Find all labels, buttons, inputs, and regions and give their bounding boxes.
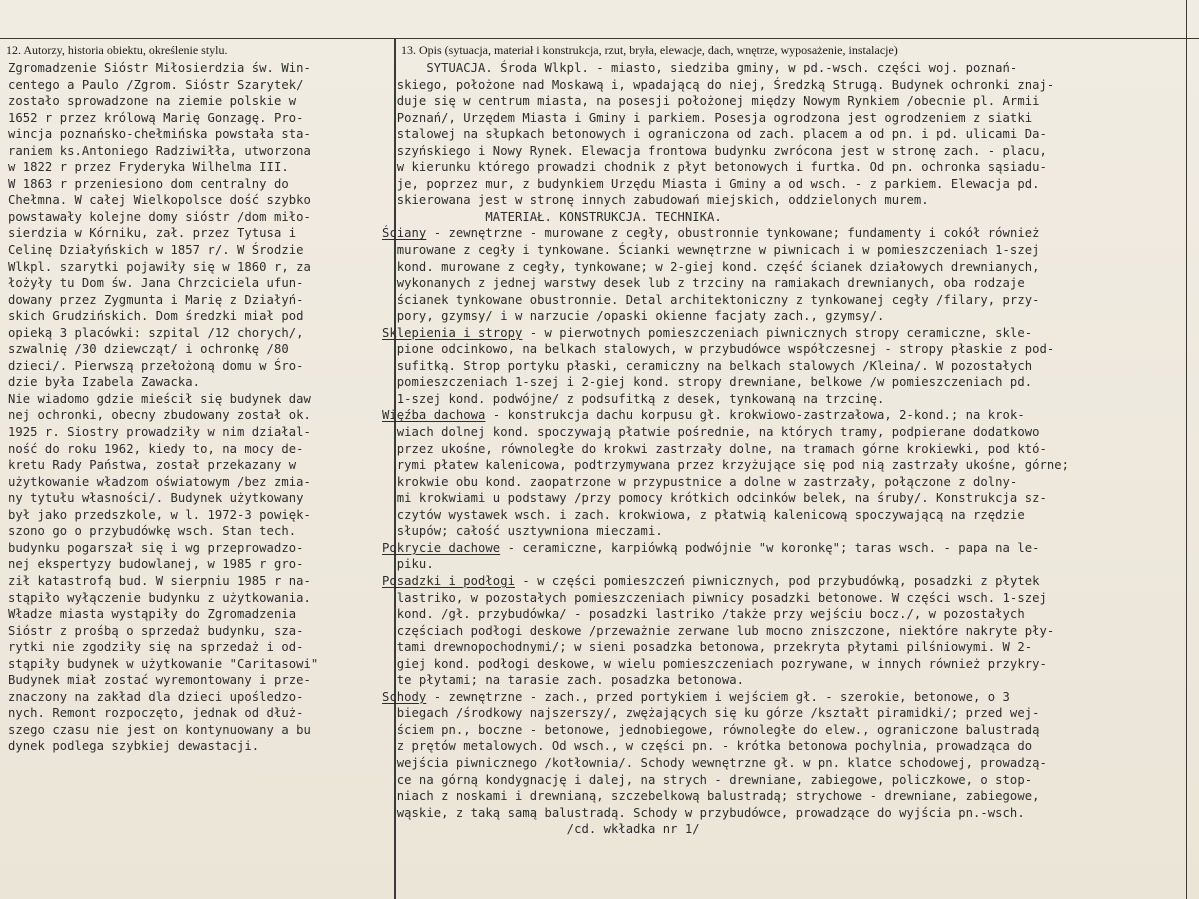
history-line: ził katastrofą bud. W sierpniu 1985 r na- [8, 573, 311, 588]
description-line [382, 623, 1069, 640]
section-heading: Ściany [382, 226, 427, 241]
description-line-text: krokwie obu kond. zaopatrzone w przypustnice a dolne w zastrzały, połączone z dolny- [382, 474, 1018, 489]
history-line: 1652 r przez królową Marię Gonzagę. Pro- [8, 110, 304, 125]
description-line [382, 507, 1069, 524]
description-line [382, 689, 1069, 706]
history-line: był jako przedszkole, w l. 1972-3 powięk- [8, 507, 311, 522]
right-margin-rule [1186, 0, 1188, 899]
description-line [382, 441, 1069, 458]
history-line: opieką 3 placówki: szpital /12 chorych/, [8, 325, 304, 340]
description-line [382, 821, 1069, 838]
description-line [382, 374, 1069, 391]
description-line-text: szyńskiego i Nowy Rynek. Elewacja frontowa budynku zwrócona jest w stronę zach. - placu, [382, 143, 1047, 158]
history-line: budynku pogarszał się i wg przeprowadzo- [8, 540, 304, 555]
description-line [382, 540, 1069, 557]
description-line [382, 573, 1069, 590]
description-line-text: - zewnętrzne - murowane z cegły, obustronnie tynkowane; fundamenty i cokół również [426, 226, 1040, 241]
history-line: Zgromadzenie Sióstr Miłosierdzia św. Win- [8, 61, 311, 75]
description-line-text: MATERIAŁ. KONSTRUKCJA. TECHNIKA. [382, 209, 722, 224]
description-line-text: - zewnętrzne - zach., przed portykiem i wejściem gł. - szerokie, betonowe, o 3 [426, 689, 1010, 704]
description-line-text: - w pierwotnych pomieszczeniach piwnicznych stropy ceramiczne, skle- [522, 325, 1033, 340]
description-line-text: wiach dolnej kond. spoczywają płatwie pośrednie, na których tramy, podpierane dodatkowo [382, 425, 1040, 440]
history-line: dzieci/. Pierwszą przełożoną domu w Śro- [8, 358, 304, 373]
section-heading: Schody [382, 689, 427, 704]
description-line [382, 606, 1069, 623]
description-line-text: niach z noskami i drewnianą, szczebelkową balustradą; strychowe - drewniane, zabiegowe, [382, 789, 1040, 804]
description-line-text: ściem pn., boczne - betonowe, jednobiegowe, równoległe do elew., ograniczone balustradą [382, 722, 1040, 737]
description-line-text: te płytami; na tarasie zach. posadzka betonowa. [382, 673, 744, 688]
description-line [382, 325, 1069, 342]
history-line: nych. Remont rozpoczęto, jednak od dłuż- [8, 706, 304, 721]
history-line: łożyły tu Dom św. Jana Chrzciciela ufun- [8, 276, 304, 291]
description-line [382, 308, 1069, 325]
description-line-text: częściach podłogi deskowe /przeważnie zerwane lub mocno zniszczone, niektóre nakryte pły- [382, 623, 1055, 638]
description-line-text: tami drewnopochodnymi/; w sieni posadzka betonowa, przekryta płytami pilśniowymi. W 2- [382, 640, 1033, 655]
description-line [382, 391, 1069, 408]
description-line-text: przez ukośne, równoległe do krokwi zastrzały dolne, na tramach górne krokiewki, pod któ- [382, 441, 1047, 456]
history-line: dowany przez Zygmunta i Marię z Działyń- [8, 292, 304, 307]
description-line-text: stalowej na słupkach betonowych i ograniczona od zach. placem a od pn. i pd. ulicami Da- [382, 127, 1047, 142]
description-line [382, 192, 1069, 209]
description-line [382, 755, 1069, 772]
description-line-text: pory, gzymsy/ i w narzucie /opaski okienne facjaty zach., gzymsy/. [382, 309, 885, 324]
history-line: Sióstr z prośbą o sprzedaż budynku, sza- [8, 623, 304, 638]
description-line-text: /cd. wkładka nr 1/ [382, 822, 700, 837]
description-line [382, 176, 1069, 193]
description-line-text: lastriko, w pozostałych pomieszczeniach piwnicy posadzki betonowe. W części wsch. 1-szej [382, 590, 1047, 605]
history-line: szono go o przybudówkę wsch. Stan tech. [8, 524, 297, 539]
section-heading: Więźba dachowa [382, 408, 486, 423]
description-line [382, 705, 1069, 722]
history-line: nej ekspertyzy budowlanej, w 1985 r gro- [8, 557, 304, 572]
description-line [382, 805, 1069, 822]
description-line [382, 407, 1069, 424]
description-line [382, 77, 1069, 94]
history-line: kretu Rady Państwa, został przekazany w [8, 458, 297, 473]
history-line: użytkowanie władzom oświatowym /bez zmia- [8, 474, 311, 489]
history-line: powstawały kolejne domy sióstr /dom miło- [8, 209, 311, 224]
description-line [382, 159, 1069, 176]
description-line-text: skiego, położone nad Moskawą i, wpadającą do niej, Średzką Strugą. Budynek ochronki znaj- [382, 77, 1055, 92]
description-line-text: czytów wystawek wsch. i zach. krokwiowa, z płatwią kalenicową spoczywającą na rzędzie [382, 507, 1025, 522]
section-heading: Sklepienia i stropy [382, 325, 523, 340]
history-line: stąpiły budynek w użytkowanie "Caritasowi" [8, 656, 319, 671]
description-line [382, 259, 1069, 276]
history-line: szwalnię /30 dziewcząt/ i ochronkę /80 [8, 342, 289, 357]
description-line-text: wejścia piwnicznego /kotłownia/. Schody wewnętrzne gł. w pn. klatce schodowej, prowadzą- [382, 755, 1047, 770]
history-line: Chełmna. W całej Wielkopolsce dość szybko [8, 193, 311, 208]
history-line: dzie była Izabela Zawacka. [8, 375, 201, 390]
history-line: w 1822 r przez Fryderyka Wilhelma III. [8, 160, 289, 175]
description-line [382, 590, 1069, 607]
description-line-text: ce na górną kondygnację i dalej, na strych - drewniane, zabiegowe, policzkowe, o stop- [382, 772, 1033, 787]
header-rule [0, 38, 1199, 39]
section-12-header: 12. Autorzy, historia obiektu, określenie stylu. [6, 43, 228, 57]
description-line [382, 639, 1069, 656]
description-line-text: - ceramiczne, karpiówką podwójnie "w koronkę"; taras wsch. - papa na le- [500, 540, 1040, 555]
description-line [382, 93, 1069, 110]
history-line: nej ochronki, obecny zbudowany został ok. [8, 408, 311, 423]
history-line: Wlkpl. szarytki pojawiły się w 1860 r, za [8, 259, 311, 274]
description-line-text: pomieszczeniach 1-szej i 2-giej kond. stropy drewniane, belkowe /w pomieszczeniach pd. [382, 375, 1033, 390]
description-line-text: z prętów metalowych. Od wsch., w części pn. - krótka betonowa pochylnia, prowadząca do [382, 739, 1033, 754]
history-line: sierdzia w Kórniku, zał. przez Tytusa i [8, 226, 297, 241]
history-line: 1925 r. Siostry prowadziły w nim działal- [8, 425, 311, 440]
description-line-text: ścianek tynkowane obustronnie. Detal architektoniczny z tynkowanej cegły /filary, przy- [382, 292, 1040, 307]
section-heading: Pokrycie dachowe [382, 540, 501, 555]
description-line-text: murowane z cegły i tynkowane. Ścianki wewnętrzne w piwnicach i w pomieszczeniach 1-szej [382, 243, 1040, 258]
description-line [382, 275, 1069, 292]
history-line: ność do roku 1962, kiedy to, na mocy de- [8, 441, 304, 456]
description-line-text: Poznań/, Urzędem Miasta i Gminy i parkiem. Posesja ogrodzona jest ogrodzeniem z siatki [382, 110, 1033, 125]
history-line: skich Grudzińskich. Dom średzki miał pod [8, 309, 304, 324]
description-line-text: je, poprzez mur, z budynkiem Urzędu Miasta i Gminy a od wsch. - z parkiem. Elewacja pd. [382, 176, 1040, 191]
section-13-header: 13. Opis (sytuacja, materiał i konstrukcja, rzut, bryła, elewacje, dach, wnętrze, wyposażenie, instalacje) [401, 43, 898, 57]
history-line: zostało sprowadzone na ziemie polskie w [8, 94, 297, 109]
description-line-text: - w części pomieszczeń piwnicznych, pod przybudówką, posadzki z płytek [514, 573, 1040, 588]
description-line [382, 523, 1069, 540]
description-line [382, 225, 1069, 242]
history-line: znaczony na zakład dla dzieci upośledzo- [8, 689, 304, 704]
history-line: raniem ks.Antoniego Radziwiłła, utworzona [8, 143, 311, 158]
history-line: szego czasu nie jest on kontynuowany a bu [8, 722, 311, 737]
description-line [382, 457, 1069, 474]
description-line-text: mi krokwiami u podstawy /przy pomocy krótkich odcinków belek, na śruby/. Konstrukcja sz- [382, 491, 1047, 506]
description-line-text: duje się w centrum miasta, na posesji położonej między Nowym Rynkiem /obecnie pl. Armii [382, 94, 1040, 109]
description-line-text: giej kond. podłogi deskowe, w wielu pomieszczeniach pozrywane, w innych również przykry- [382, 656, 1047, 671]
history-line: Nie wiadomo gdzie mieścił się budynek daw [8, 391, 311, 406]
description-line [382, 126, 1069, 143]
description-line-text: biegach /środkowy najszerszy/, zwężających się ku górze /kształt piramidki/; przed wej- [382, 706, 1040, 721]
description-line-text: SYTUACJA. Środa Wlkpl. - miasto, siedziba gminy, w pd.-wsch. części woj. poznań- [382, 61, 1018, 75]
description-line [382, 60, 1069, 77]
history-line: Budynek miał zostać wyremontowany i prze- [8, 673, 311, 688]
description-line-text: - konstrukcja dachu korpusu gł. krokwiowo-zastrzałowa, 2-kond.; na krok- [485, 408, 1025, 423]
description-line [382, 490, 1069, 507]
description-line [382, 722, 1069, 739]
description-line [382, 772, 1069, 789]
description-line-text: pione odcinkowo, na belkach stalowych, w przybudówce współczesnej - stropy płaskie z pod- [382, 342, 1055, 357]
description-line [382, 110, 1069, 127]
description-line [382, 788, 1069, 805]
history-text [8, 60, 318, 755]
description-line-text: 1-szej kond. podwójne/ z podsufitką z desek, tynkowaną na trzcinę. [382, 391, 885, 406]
description-line [382, 738, 1069, 755]
description-line [382, 292, 1069, 309]
history-line: rytki nie zgodziły się na sprzedaż i od- [8, 640, 304, 655]
description-text [382, 60, 1069, 838]
description-line [382, 358, 1069, 375]
description-line [382, 556, 1069, 573]
description-line-text: słupów; całość usztywniona mieczami. [382, 524, 663, 539]
history-line: Władze miasta wystąpiły do Zgromadzenia [8, 607, 297, 622]
description-line-text: w kierunku którego prowadzi chodnik z płyt betonowych i furtka. Od pn. ochronka sąsiadu- [382, 160, 1047, 175]
history-line: stąpiło wyłączenie budynku z użytkowania. [8, 590, 311, 605]
description-line-text: kond. /gł. przybudówka/ - posadzki lastriko /także przy wejściu bocz./, w pozostałych [382, 607, 1025, 622]
section-heading: Posadzki i podłogi [382, 573, 515, 588]
description-line-text: rymi płatew kalenicowa, podtrzymywana przez krzyżujące się pod nią zastrzały ukośne, górne; [382, 458, 1070, 473]
description-line [382, 474, 1069, 491]
history-line: Celinę Działyńskich w 1857 r/. W Środzie [8, 243, 304, 258]
description-line [382, 242, 1069, 259]
description-line [382, 656, 1069, 673]
description-line-text: sufitką. Strop portyku płaski, ceramiczny na belkach stalowych /Kleina/. W pozostałych [382, 358, 1033, 373]
history-line: dynek podlega szybkiej dewastacji. [8, 739, 260, 754]
description-line-text: kond. murowane z cegły, tynkowane; w 2-giej kond. część ścianek działowych drewnianych, [382, 259, 1040, 274]
description-line [382, 424, 1069, 441]
description-line [382, 209, 1069, 226]
history-line: ny tytułu własności/. Budynek użytkowany [8, 491, 304, 506]
history-line: wincja poznańsko-chełmińska powstała sta- [8, 127, 311, 142]
description-line-text: wykonanych z jednej warstwy desek lub z trzciny na ramiakach drewnianych, oba rodzaje [382, 276, 1025, 291]
description-line-text: skierowana jest w stronę innych zabudowań miejskich, oddzielonych murem. [382, 193, 929, 208]
description-line [382, 341, 1069, 358]
history-line: W 1863 r przeniesiono dom centralny do [8, 176, 289, 191]
description-line-text: wąskie, z taką samą balustradą. Schody w przybudówce, prowadzące do wyjścia pn.-wsch. [382, 805, 1025, 820]
description-line-text: piku. [382, 557, 434, 572]
description-line [382, 143, 1069, 160]
description-line [382, 672, 1069, 689]
history-line: centego a Paulo /Zgrom. Sióstr Szarytek/ [8, 77, 304, 92]
